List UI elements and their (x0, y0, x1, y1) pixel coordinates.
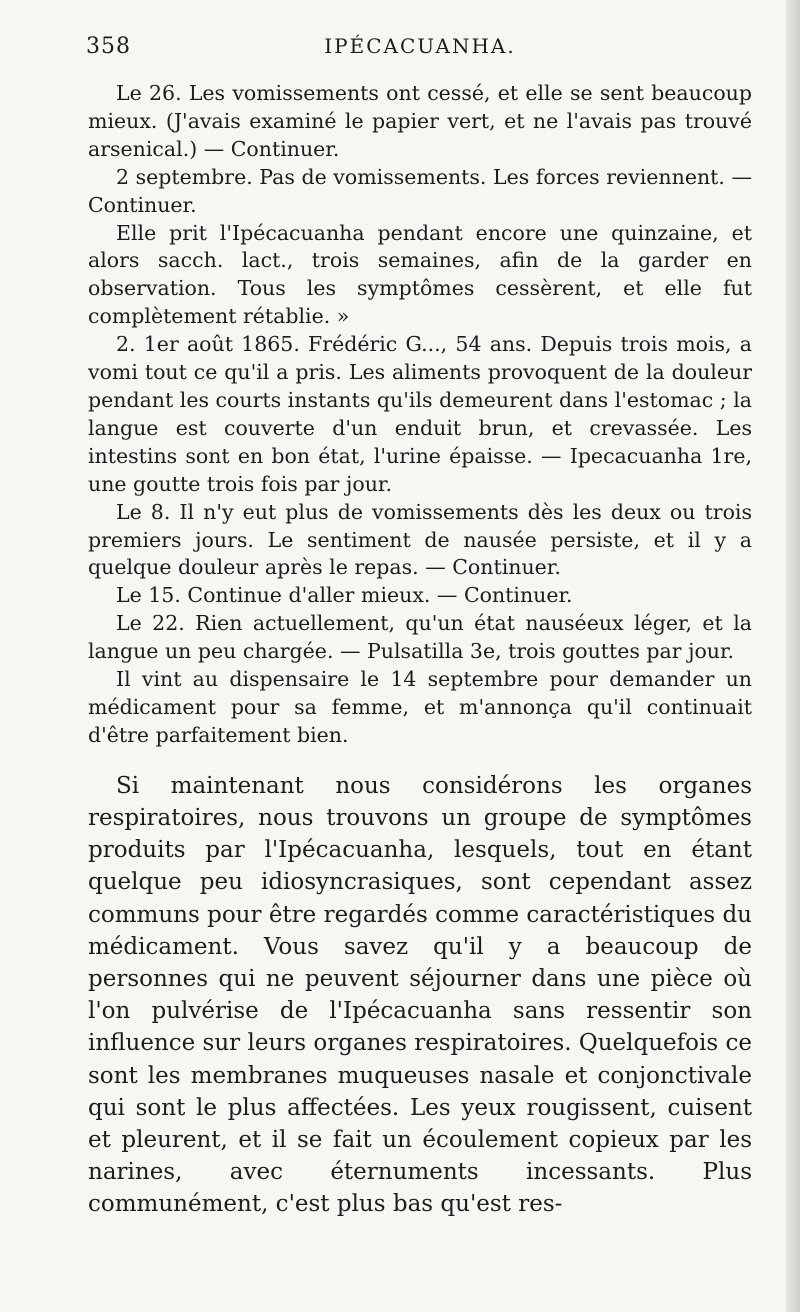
paragraph: 2 septembre. Pas de vomissements. Les forces reviennent. — Continuer. (88, 164, 752, 217)
lecture-text (88, 770, 752, 1221)
paragraph: 2. 1er août 1865. Frédéric G..., 54 ans. Depuis trois mois, a vomi tout ce qu'il a pris. Les aliments provoquent de la douleur pendant les courts instants qu'ils demeurent dans l'estomac ; la langue est couverte d'un enduit brun, et crevassée. Les intestins sont en bon état, l'urine épaisse. — Ipecacuanha 1re, une goutte trois fois par jour. (88, 332, 752, 496)
paragraph: Si maintenant nous considérons les organes respiratoires, nous trouvons un groupe de symptômes produits par l'Ipécacuanha, lesquels, tout en étant quelque peu idiosyncrasiques, sont cependant assez communs pour être regardés comme caractéristiques du médicament. Vous savez qu'il y a beaucoup de personnes qui ne peuvent séjourner dans une pièce où l'on pulvérise de l'Ipécacuanha sans ressentir son influence sur leurs organes respiratoires. Quelquefois ce sont les membranes muqueuses nasale et conjonctivale qui sont le plus affectées. Les yeux rougissent, cuisent et pleurent, et il se fait un écoulement copieux par les narines, avec éternuments incessants. Plus communément, c'est plus bas qu'est res- (88, 772, 752, 1218)
paragraph: Le 15. Continue d'aller mieux. — Continuer. (116, 583, 573, 608)
body-text (88, 80, 752, 1221)
page-header (0, 34, 760, 64)
paragraph: Le 8. Il n'y eut plus de vomissements dès les deux ou trois premiers jours. Le sentiment de nausée persiste, et il y a quelque douleur après le repas. — Continuer. (88, 499, 752, 580)
page-edge (786, 0, 800, 1312)
page-number: 358 (86, 34, 131, 59)
paragraph: Il vint au dispensaire le 14 septembre pour demander un médicament pour sa femme, et m'annonça qu'il continuait d'être parfaitement bien. (88, 667, 752, 747)
paragraph: Le 26. Les vomissements ont cessé, et elle se sent beaucoup mieux. (J'avais examiné le papier vert, et ne l'avais pas trouvé arsenical.) — Continuer. (88, 81, 752, 161)
case-notes (88, 80, 752, 750)
paragraph: Le 22. Rien actuellement, qu'un état nauséeux léger, et la langue un peu chargée. — Pulsatilla 3e, trois gouttes par jour. (88, 611, 752, 664)
paragraph: Elle prit l'Ipécacuanha pendant encore une quinzaine, et alors sacch. lact., trois semaines, afin de la garder en observation. Tous les symptômes cessèrent, et elle fut complètement rétablie. » (88, 220, 752, 329)
running-title: IPÉCACUANHA. (324, 34, 516, 58)
